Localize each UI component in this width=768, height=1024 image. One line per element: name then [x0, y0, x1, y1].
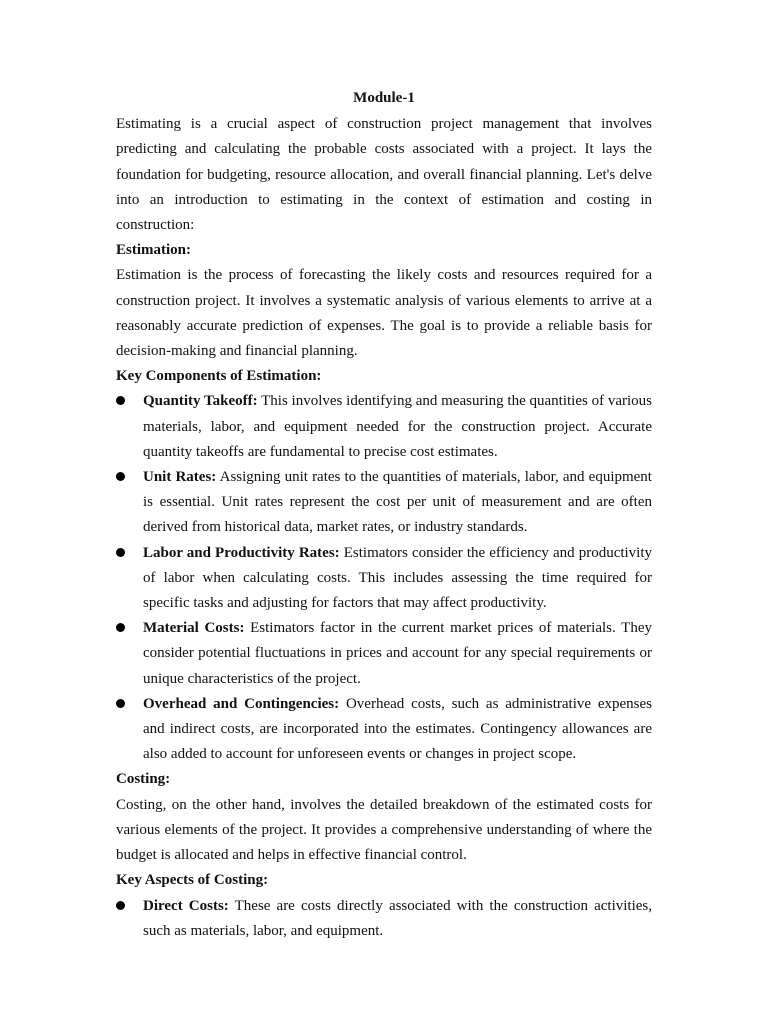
item-term: Labor and Productivity Rates:	[143, 544, 340, 561]
estimation-paragraph: Estimation is the process of forecasting the likely costs and resources required for a construction project. It involves a systematic analysis of various elements to arrive at a reasonably accurate prediction of expenses. The goal is to provide a reliable basis for decision-making and financial planning.	[116, 267, 652, 360]
document-page	[116, 86, 652, 944]
bullet-icon	[116, 901, 125, 910]
key-components-list	[116, 389, 652, 767]
item-term: Direct Costs:	[143, 897, 229, 914]
item-term: Unit Rates:	[143, 469, 217, 486]
item-text: This involves identifying and measuring the quantities of various materials, labor, and equipment needed for the construction project. Accurate quantity takeoffs are fundamental to precise cost estimates.	[143, 393, 652, 460]
item-term: Material Costs:	[143, 620, 245, 637]
bullet-icon	[116, 396, 125, 405]
key-aspects-list	[116, 894, 652, 944]
list-item	[116, 541, 652, 617]
item-text: Overhead costs, such as administrative expenses and indirect costs, are incorporated into the estimates. Contingency allowances are also added to account for unforeseen events or changes in project scope.	[143, 695, 653, 763]
bullet-icon	[116, 699, 125, 708]
item-term: Overhead and Contingencies:	[143, 695, 340, 712]
list-item	[116, 465, 652, 541]
list-item	[116, 692, 652, 768]
item-text: Estimators consider the efficiency and productivity of labor when calculating costs. This includes assessing the time required for specific tasks and adjusting for factors that may affect productivity.	[143, 544, 653, 612]
costing-paragraph: Costing, on the other hand, involves the detailed breakdown of the estimated costs for various elements of the project. It provides a comprehensive understanding of where the budget is allocated and helps in effective financial control.	[116, 796, 652, 864]
item-term: Quantity Takeoff:	[143, 393, 258, 410]
intro-paragraph: Estimating is a crucial aspect of construction project management that involves predicting and calculating the probable costs associated with a project. It lays the foundation for budgeting, resource allocation, and overall financial planning. Let's delve into an introduction to estimating in the context of estimation and costing in construction:	[116, 116, 652, 234]
item-text: Estimators factor in the current market prices of materials. They consider potential fluctuations in prices and account for any special requirements or unique characteristics of the project.	[143, 620, 652, 687]
item-text: These are costs directly associated with the construction activities, such as materials, labor, and equipment.	[143, 897, 652, 939]
bullet-icon	[116, 623, 125, 632]
page-title: Module-1	[353, 90, 415, 106]
key-aspects-heading: Key Aspects of Costing:	[116, 872, 269, 889]
bullet-icon	[116, 548, 125, 557]
list-item	[116, 894, 652, 944]
list-item	[116, 616, 652, 692]
item-text: Assigning unit rates to the quantities of materials, labor, and equipment is essential. Unit rates represent the cost per unit of measurement and are often derived from historical data, market rates, or industry standards.	[143, 469, 652, 536]
estimation-heading: Estimation:	[116, 242, 191, 259]
key-components-heading: Key Components of Estimation:	[116, 368, 322, 385]
bullet-icon	[116, 472, 125, 481]
costing-heading: Costing:	[116, 771, 171, 788]
list-item	[116, 389, 652, 465]
